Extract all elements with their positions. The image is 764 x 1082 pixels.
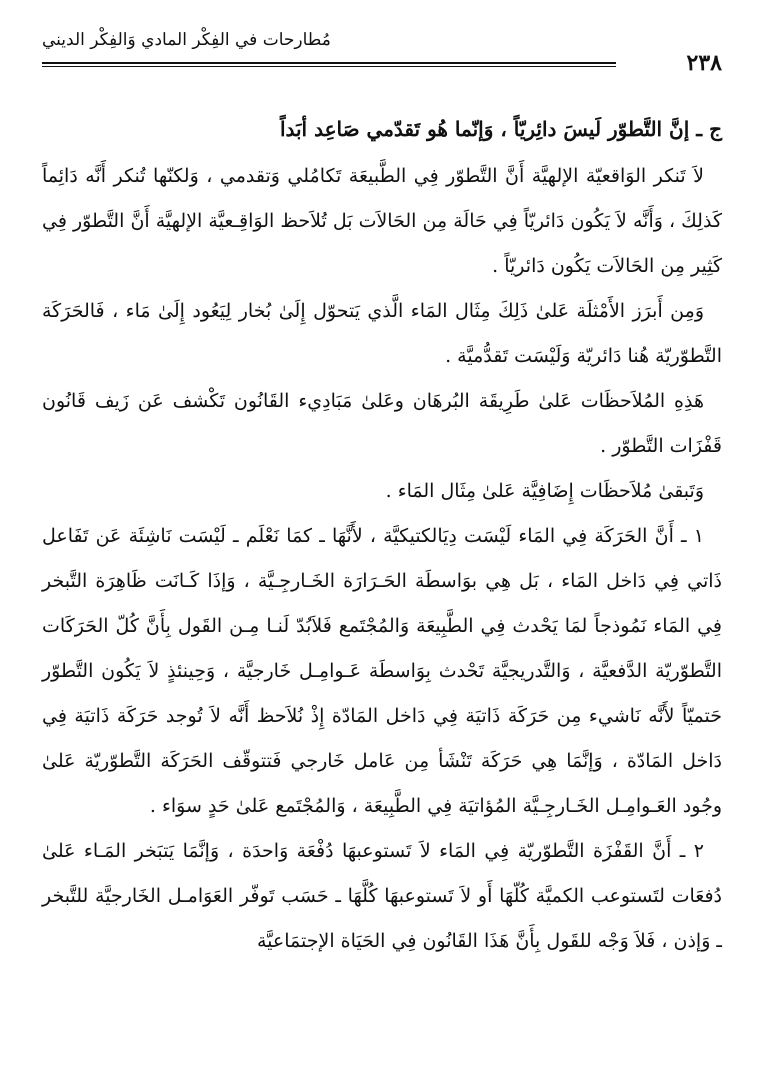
header-rule bbox=[42, 62, 616, 67]
page-header bbox=[42, 18, 722, 74]
page-number: ٢٣٨ bbox=[686, 50, 722, 76]
running-title: مُطارحات في الفِكْر المادي وَالفِكْر الديني bbox=[42, 30, 331, 50]
paragraph-4: وَتَبقىٰ مُلاَحظَات إِضَافِيَّة عَلىٰ مِثَال المَاء . bbox=[385, 480, 704, 502]
paragraph-6: ٢ ـ أَنَّ القَفْزَة التَّطوّريّة فِي المَاء لاَ تَستوعبهَا دُفْعَة وَاحدَة ، وَإنَّمَا يَتبَخر المَـاء عَلىٰ دُفعَات لتَستوعب الكميَّة كُلّهَا أَو لاَ تَستوعبهَا كُلَّهَا ـ حَسَب تَوفّر العَوَامـل الخَارجيَّة للتَّبخر ـ وَإذن ، فَلاَ وَجْه للقَول بِأَنَّ هَذَا القَانُون فِي الحَيَاة الإجتمَاعيَّة bbox=[42, 840, 722, 952]
paragraph-2: وَمِن أَبرَز الأَمْثلَة عَلىٰ ذَلِكَ مِثَال المَاء الَّذي يَتحوّل إِلَىٰ بُخار لِيَعُود إِلَىٰ مَاء ، فَالحَرَكَة التَّطوّريّة هُنا دَائريّة وَلَيْسَت تَقدُّميَّة . bbox=[42, 300, 722, 367]
paragraph-3: هَذِهِ المُلاَحظَات عَلىٰ طَرِيقَة البُرهَان وعَلىٰ مَبَادِيء القَانُون تَكْشف عَن زَيف قَانُون قَفْزَات التَّطوّر . bbox=[42, 390, 722, 457]
paragraph-1: لاَ تَنكر الوَاقعيّة الإلهيَّة أَنَّ التَّطوّر فِي الطَّبيعَة تَكامُلي وَتقدمي ، وَلكنّها تُنكر أَنَّه دَائِماً كَذلِكَ ، وَأَنَّه لاَ يَكُون دَائريّاً فِي حَالَة مِن الحَالاَت بَل تُلاَحظ الوَاقِـعيَّة الإلهيَّة أَنَّ التَّطوّر فِي كَثِير مِن الحَالاَت يَكُون دَائريّاً . bbox=[42, 165, 722, 277]
page-body bbox=[42, 104, 722, 964]
section-heading: ج ـ إنَّ التَّطوّر لَيسَ دائِريّاً ، وَإنّما هُو تَقدّمي صَاعِد أبَداً bbox=[279, 117, 722, 141]
paragraph-5: ١ ـ أَنَّ الحَرَكَة فِي المَاء لَيْسَت دِيَالكتيكيَّة ، لأَنَّهَا ـ كمَا نَعْلَم ـ لَيْسَت نَاشِئَة عَن تَفَاعل ذَاتي فِي دَاخل المَاء ، بَل هِي بوَاسطَة الحَـرَارَة الخَـارجِـيَّة ، وَإذَا كَـانَت ظَاهِرَة التَّبخر فِي المَاء نَمُوذجاً لمَا يَحْدث فِي الطَّبِيعَة وَالمُجْتَمع فَلاَبُدّ لَنـا مِـن القَول بِأَنَّ كُلّ الحَرَكَات التَّطوّريّة الدَّفعيَّة ، وَالتَّدريجيَّة تَحْدث بِوَاسطَة عَـوامِـل خَارجيَّة ، وَحِينئذٍ لاَ يَكُون التَّطوّر حَتميّاً لأَنَّه نَاشيء مِن حَرَكَة ذَاتيَة فِي دَاخل المَادّة إِذْ نُلاَحظ أَنَّه لاَ تُوجد حَرَكَة ذَاتيَة فِي دَاخل المَادّة ، وَإنَّمَا هِي حَرَكَة تَنْشَأ مِن عَامل خَارجي فَتتوقّف الحَرَكَة التَّطوّريّة عَلىٰ وجُود العَـوامِـل الخَـارجِـيَّة المُؤاتيَة فِي الطَّبِيعَة ، وَالمُجْتَمع عَلىٰ حَدٍ سوَاء . bbox=[42, 525, 722, 817]
